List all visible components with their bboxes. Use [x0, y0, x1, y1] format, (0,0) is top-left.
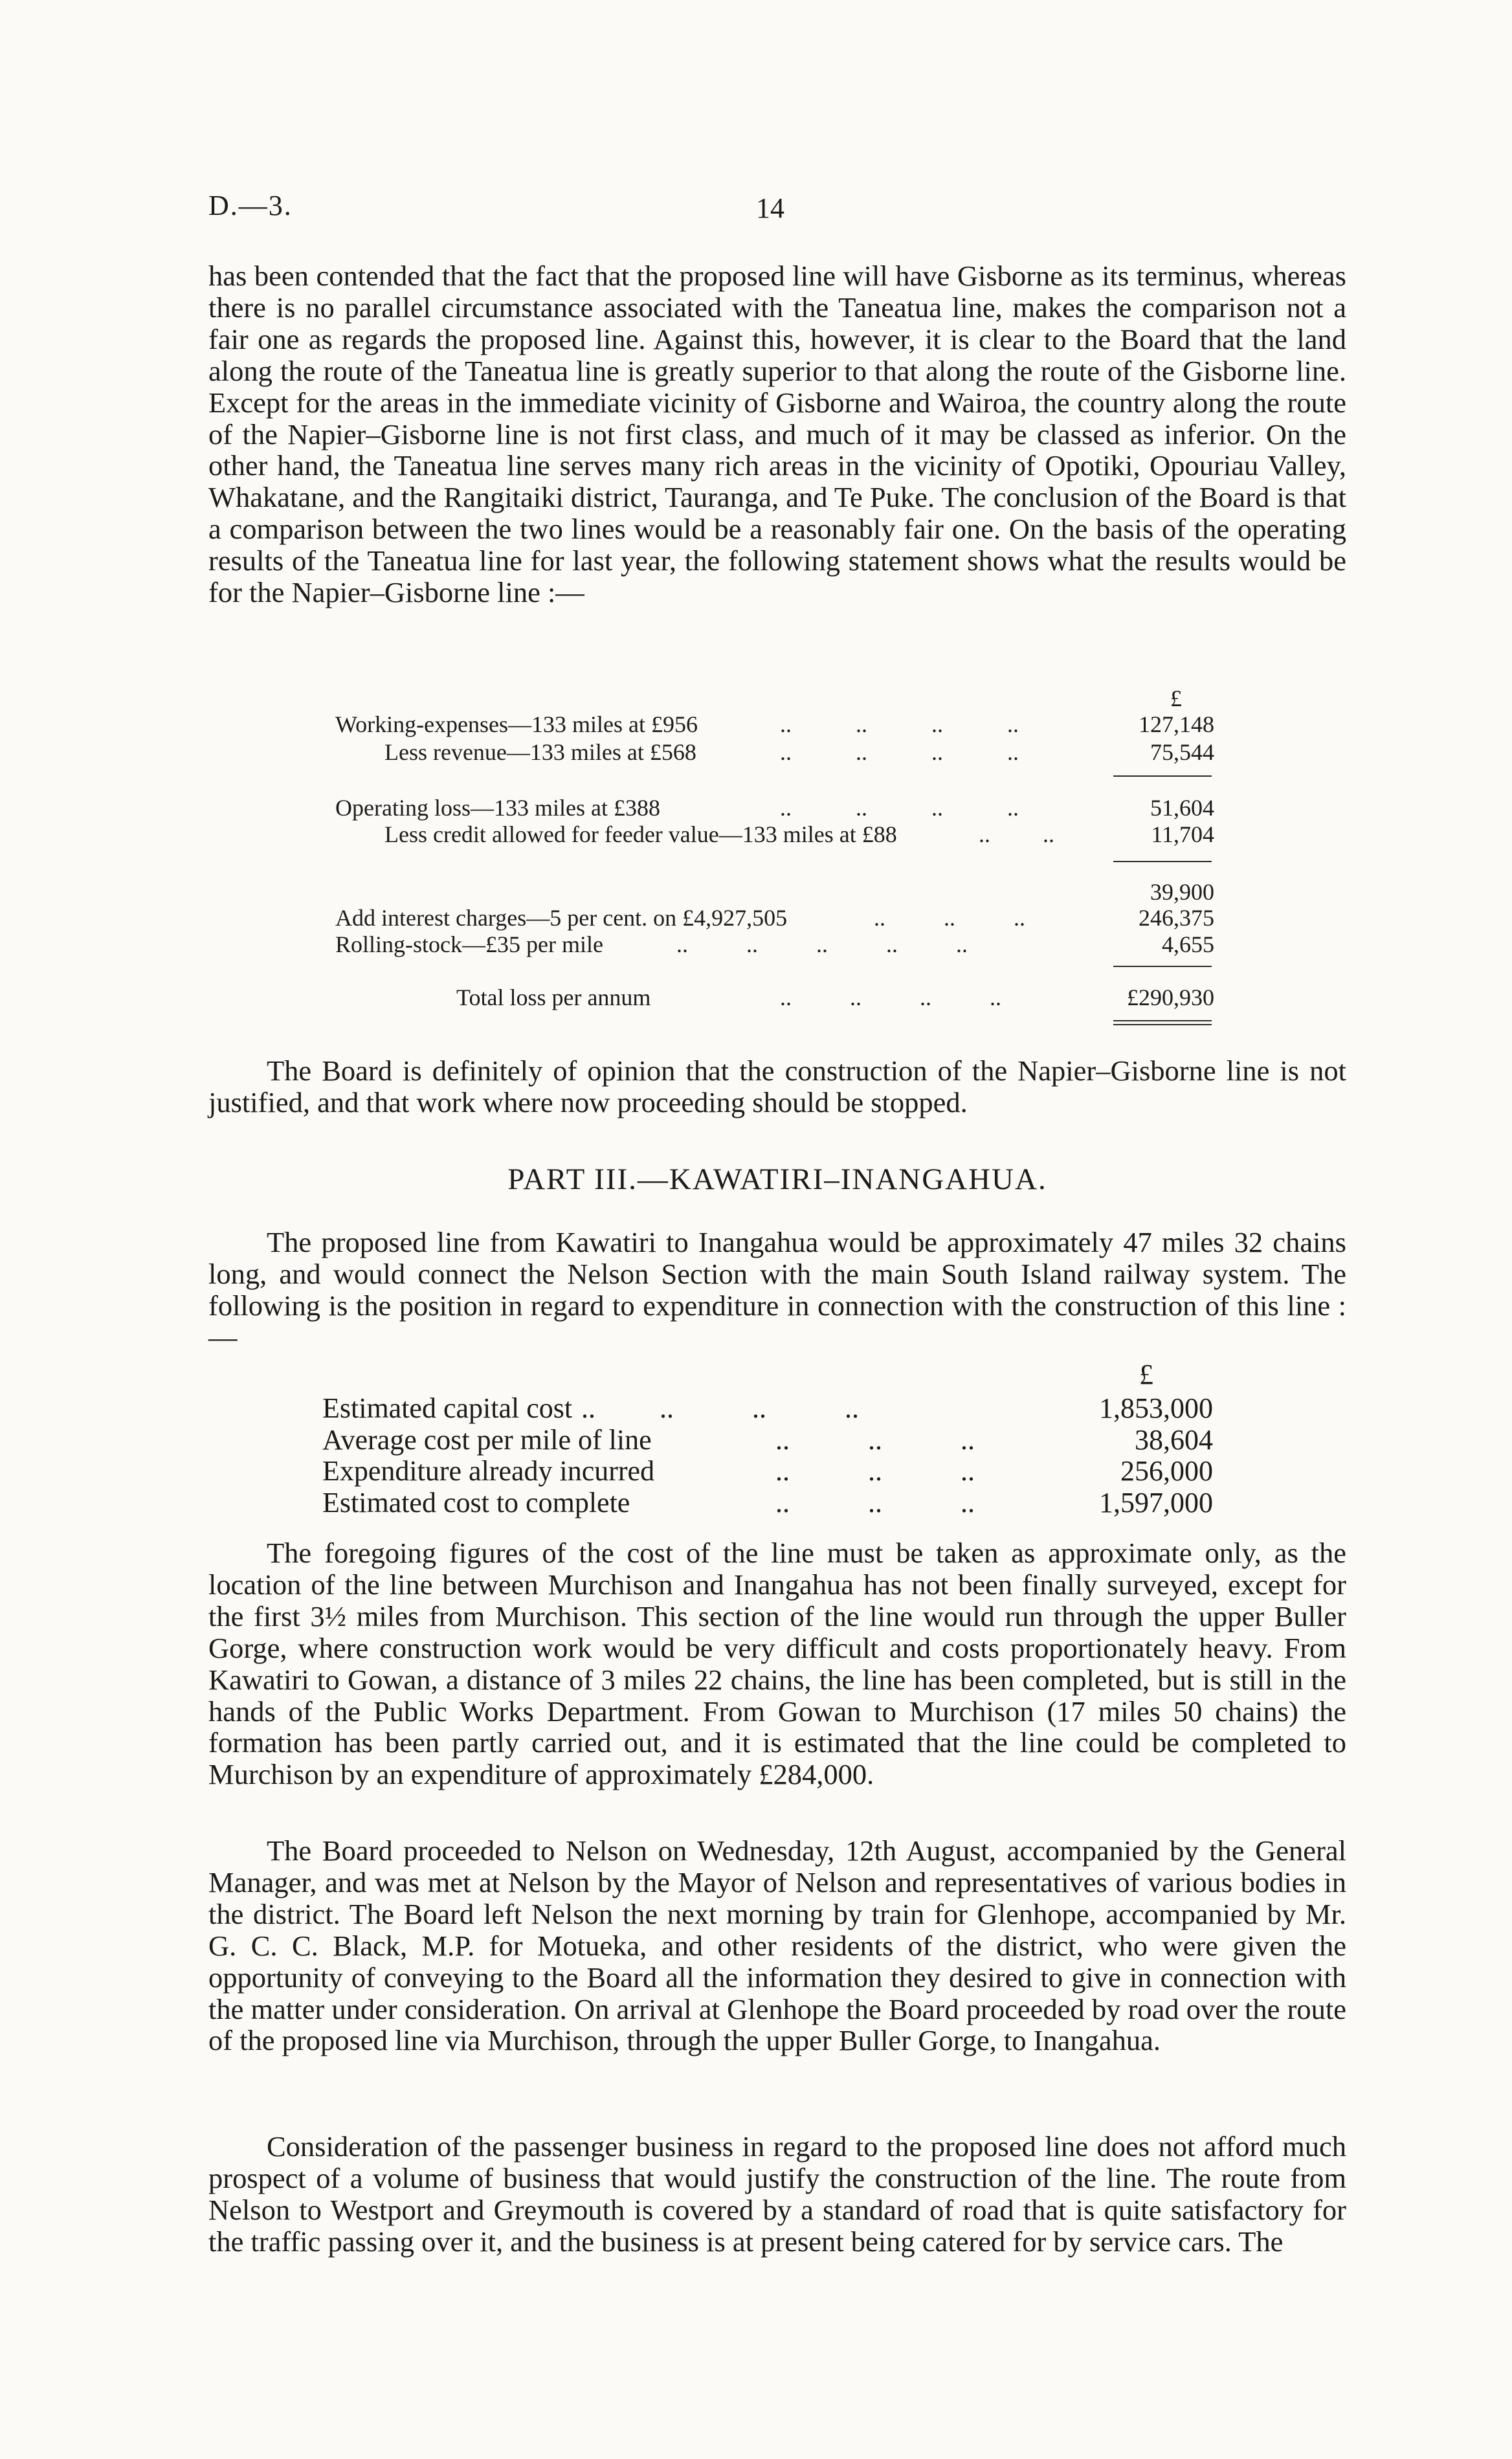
subtotal-rule	[1113, 861, 1212, 862]
statement-row-amount: 246,375	[1139, 905, 1214, 931]
cost-row-label: Estimated cost to complete	[322, 1487, 630, 1519]
statement-row-amount: 11,704	[1151, 821, 1214, 847]
leader-dots: .. .. ..	[775, 1487, 975, 1519]
subtotal-rule	[1113, 775, 1212, 777]
statement-total-amount: £290,930	[1127, 985, 1214, 1010]
statement-row-label: Less credit allowed for feeder value—133 miles at £88	[384, 821, 897, 847]
document-reference: D.—3.	[208, 190, 293, 221]
cost-row-amount: 256,000	[1120, 1455, 1213, 1487]
leader-dots: .. .. .. .. ..	[676, 931, 968, 957]
statement-row-amount: 127,148	[1139, 711, 1214, 737]
cost-row-label: Expenditure already incurred	[322, 1455, 655, 1487]
statement-row-amount: 51,604	[1150, 795, 1214, 821]
page-number: 14	[756, 192, 784, 224]
leader-dots: .. .. ..	[775, 1455, 975, 1487]
statement-row-label: Add interest charges—5 per cent. on £4,927,505	[335, 905, 788, 931]
paragraph-taneatua-comparison: has been contended that the fact that the proposed line will have Gisborne as its terminus, whereas there is no parallel circumstance associated with the Taneatua line, makes the comparison not a fair one as regards the proposed line. Against this, however, it is clear to the Board that the land along the route of the Taneatua line is greatly superior to that along the route of the Gisborne line. Except for the areas in the immediate vicinity of Gisborne and Wairoa, the country along the route of the Napier–Gisborne line is not first class, and much of it may be classed as inferior. On the other hand, the Taneatua line serves many rich areas in the vicinity of Opotiki, Opouriau Valley, Whakatane, and the Rangitaiki district, Tauranga, and Te Puke. The conclusion of the Board is that a comparison between the two lines would be a reasonably fair one. On the basis of the operating results of the Taneatua line for last year, the following statement shows what the results would be for the Napier–Gisborne line :—	[208, 260, 1346, 609]
cost-row-amount: 1,853,000	[1099, 1392, 1213, 1424]
total-double-rule-bottom	[1113, 1024, 1212, 1025]
paragraph-board-opinion: The Board is definitely of opinion that the construction of the Napier–Gisborne line is not justified, and that work where now proceeding should be stopped.	[208, 1054, 1346, 1118]
paragraph-proposed-line: The proposed line from Kawatiri to Inangahua would be approximately 47 miles 32 chains long, and would connect the Nelson Section with the main South Island railway system. The following is the position in regard to expenditure in connection with the construction of this line :—	[208, 1226, 1346, 1353]
cost-row-label: Average cost per mile of line	[322, 1424, 652, 1456]
total-double-rule-top	[1113, 1020, 1212, 1021]
paragraph-foregoing-figures: The foregoing figures of the cost of the line must be taken as approximate only, as the location of the line between Murchison and Inangahua has not been finally surveyed, except for the first 3½ miles from Murchison. This section of the line would run through the upper Buller Gorge, where construction work would be very difficult and costs proportionately heavy. From Kawatiri to Gowan, a distance of 3 miles 22 chains, the line has been completed, but is still in the hands of the Public Works Department. From Gowan to Murchison (17 miles 50 chains) the formation has been partly carried out, and it is estimated that the line could be completed to Murchison by an expenditure of approximately £284,000.	[208, 1537, 1346, 1791]
leader-dots: .. .. .. ..	[780, 739, 1019, 765]
cost-currency-header: £	[1139, 1359, 1153, 1390]
statement-row-amount: 4,655	[1162, 931, 1214, 957]
statement-subtotal-amount: 39,900	[1150, 879, 1214, 905]
leader-dots: .. .. .. ..	[581, 1392, 859, 1424]
paragraph-board-visit: The Board proceeded to Nelson on Wednesday, 12th August, accompanied by the General Manager, and was met at Nelson by the Mayor of Nelson and representatives of various bodies in the district. The Board left Nelson the next morning by train for Glenhope, accompanied by Mr. G. C. C. Black, M.P. for Motueka, and other residents of the district, who were given the opportunity of conveying to the Board all the information they desired to give in connection with the matter under consideration. On arrival at Glenhope the Board proceeded by road over the route of the proposed line via Murchison, through the upper Buller Gorge, to Inangahua.	[208, 1834, 1346, 2057]
subtotal-rule	[1113, 966, 1212, 967]
cost-row-amount: 1,597,000	[1099, 1487, 1213, 1519]
leader-dots: .. .. .. ..	[780, 985, 1001, 1010]
leader-dots: .. .. ..	[775, 1424, 975, 1456]
statement-row-label: Less revenue—133 miles at £568	[384, 739, 696, 765]
statement-row-label: Rolling-stock—£35 per mile	[335, 931, 603, 957]
statement-row-amount: 75,544	[1150, 739, 1214, 765]
paragraph-passenger-business: Consideration of the passenger business in regard to the proposed line does not afford much prospect of a volume of business that would justify the construction of the line. The route from Nelson to Westport and Greymouth is covered by a standard of road that is quite satisfactory for the traffic passing over it, and the business is at present being catered for by service cars. The	[208, 2130, 1346, 2258]
cost-row-label: Estimated capital cost	[322, 1392, 573, 1424]
statement-row-label: Operating loss—133 miles at £388	[335, 795, 660, 821]
section-heading-part-three: PART III.—KAWATIRI–INANGAHUA.	[507, 1163, 1047, 1196]
leader-dots: .. .. .. ..	[780, 711, 1019, 737]
statement-row-label: Working-expenses—133 miles at £956	[335, 711, 698, 737]
leader-dots: .. .. .. ..	[780, 795, 1019, 821]
cost-row-amount: 38,604	[1135, 1424, 1213, 1456]
statement-total-label: Total loss per annum	[456, 985, 651, 1010]
leader-dots: .. ..	[979, 821, 1054, 847]
leader-dots: .. .. ..	[874, 905, 1025, 931]
statement-currency-header: £	[1170, 685, 1182, 711]
